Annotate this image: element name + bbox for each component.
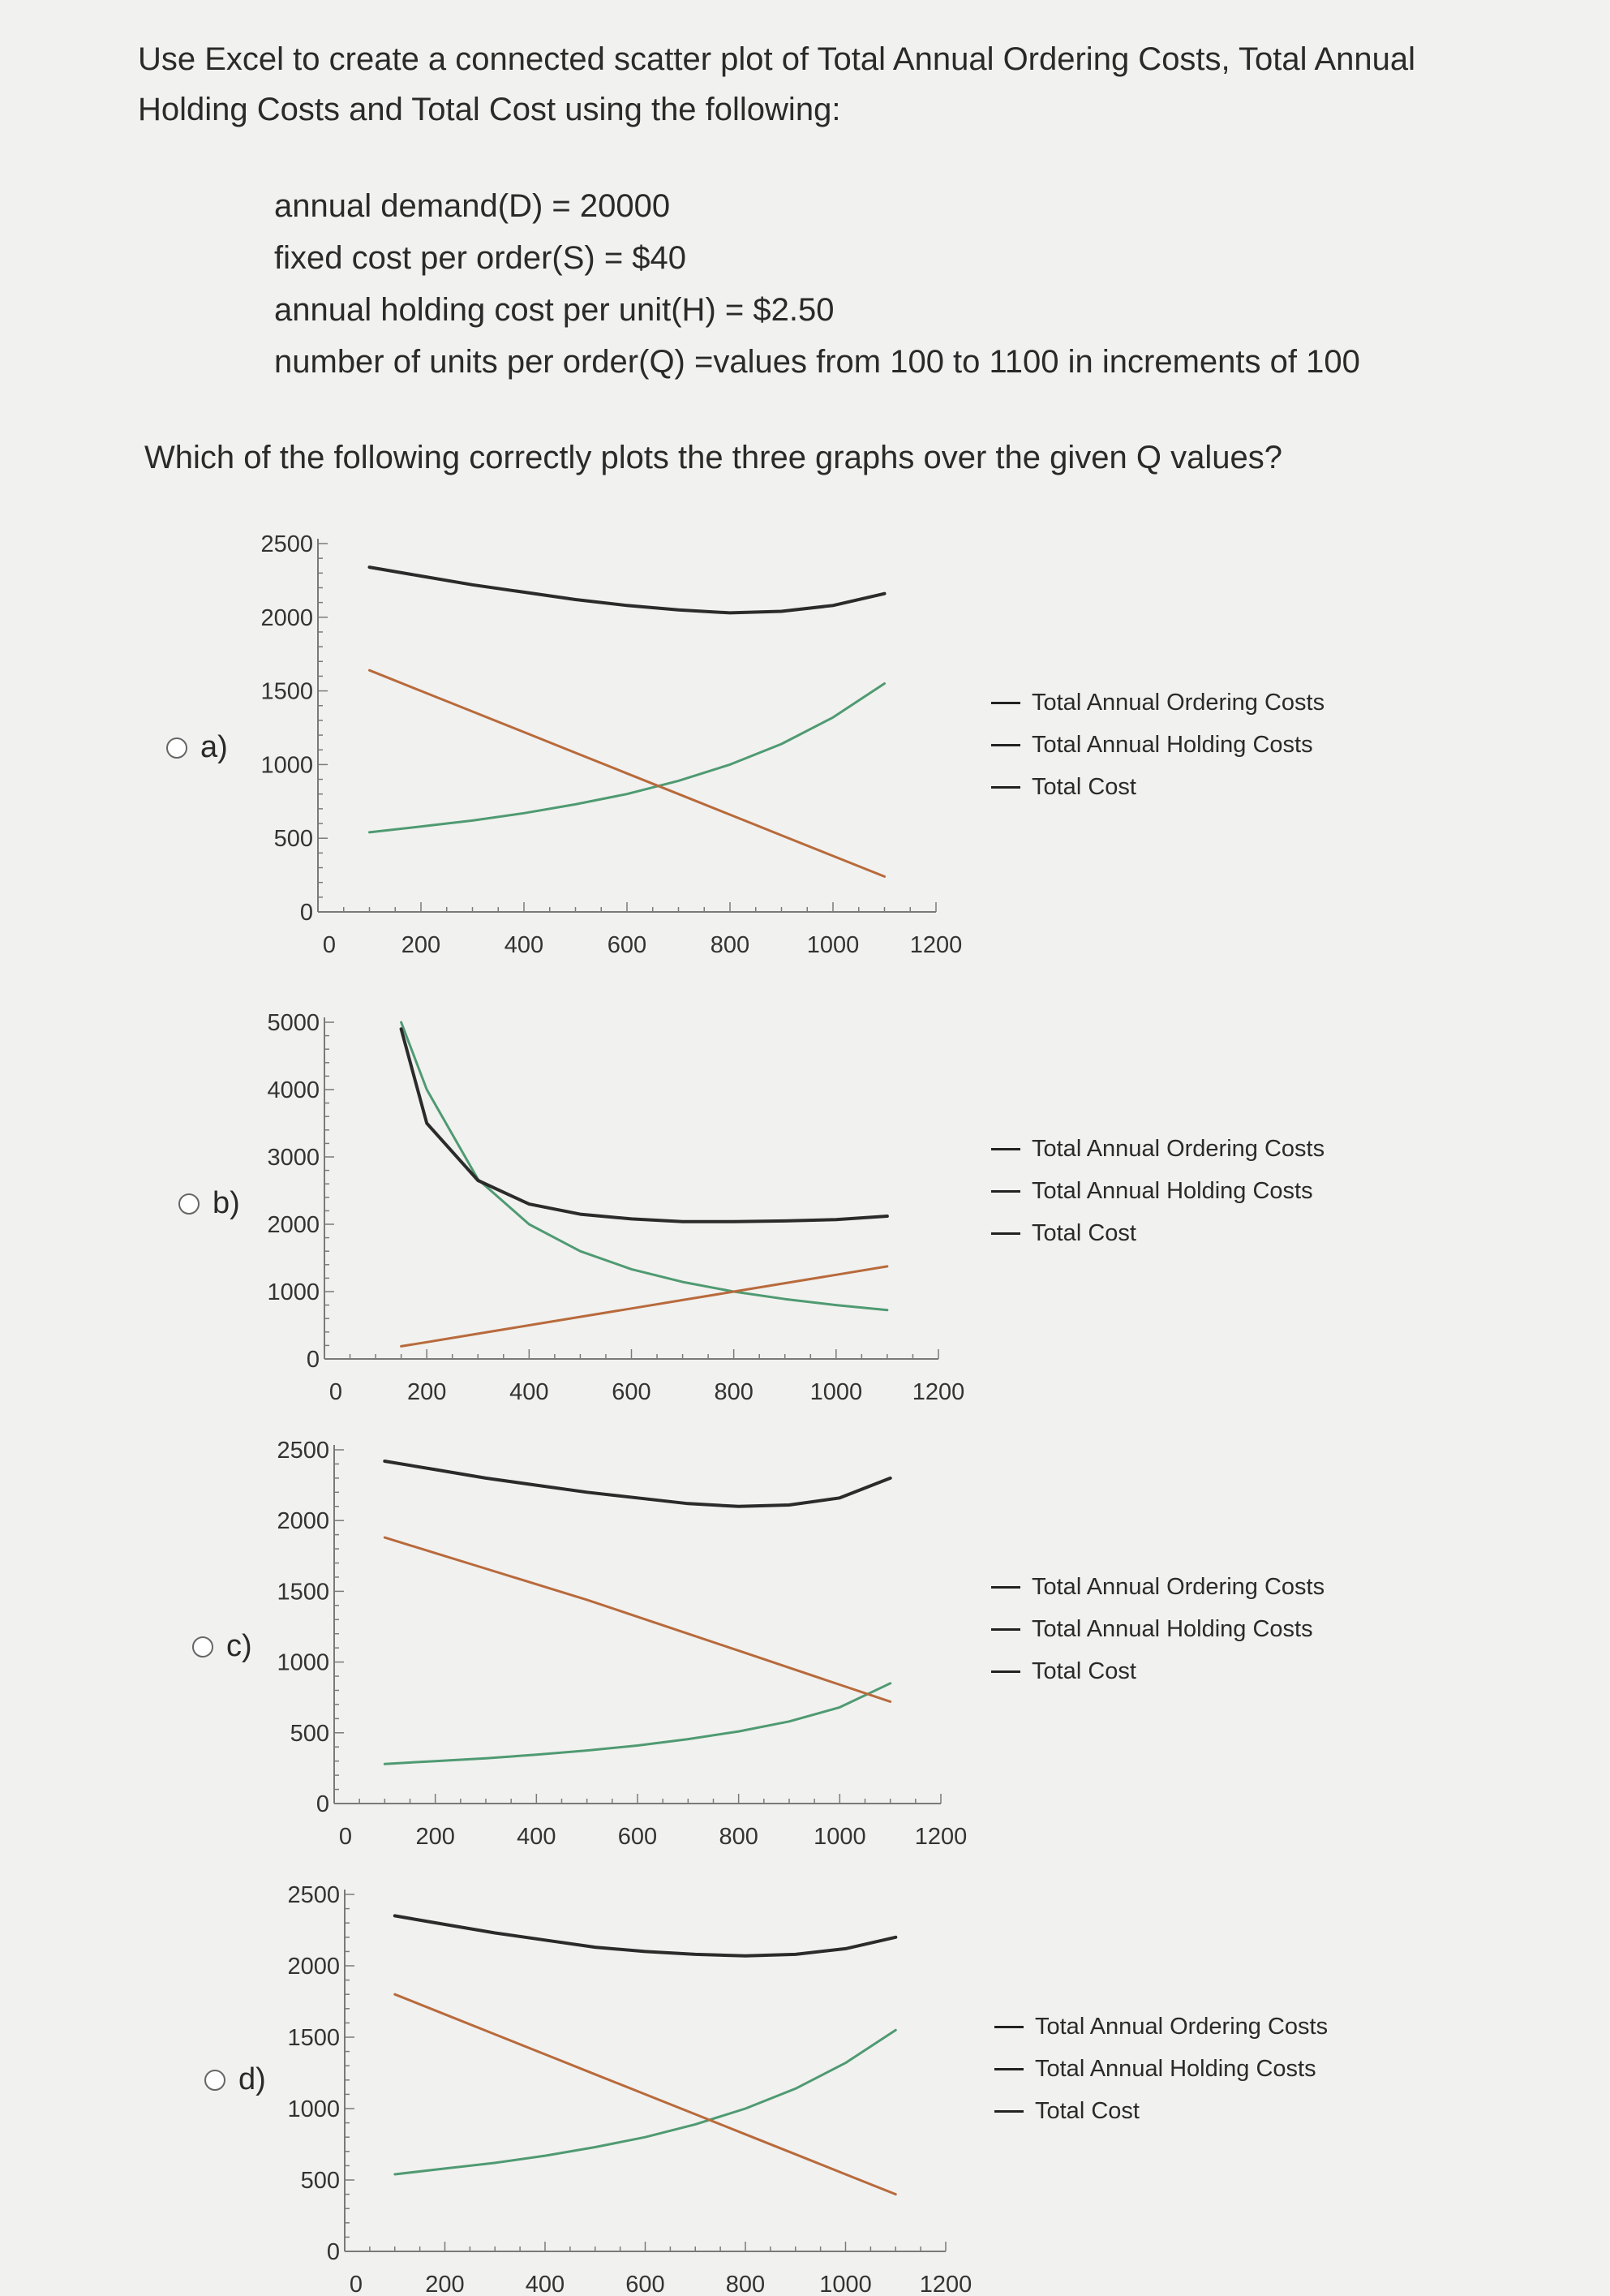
x-tick-label: 400 xyxy=(509,1379,549,1405)
option-a-legend xyxy=(991,681,1324,808)
series-orange-line xyxy=(395,1994,896,2194)
x-tick-label: 800 xyxy=(719,1824,758,1850)
x-tick-label: 600 xyxy=(617,1824,658,1850)
x-tick-label: 1200 xyxy=(914,1824,968,1850)
legend-swatch xyxy=(994,2110,1024,2113)
option-b xyxy=(0,974,1610,1412)
legend-holding: Total Annual Holding Costs xyxy=(991,1608,1324,1650)
legend-swatch xyxy=(991,1190,1020,1193)
param-holding-cost: annual holding cost per unit(H) = $2.50 xyxy=(274,292,835,328)
legend-swatch xyxy=(991,1628,1020,1631)
y-tick-label: 3000 xyxy=(267,1145,320,1171)
x-tick-label: 600 xyxy=(612,1379,651,1405)
option-a-label: a) xyxy=(200,730,228,764)
y-tick-label: 1000 xyxy=(287,2096,340,2122)
option-a-chart xyxy=(0,527,1610,965)
option-d-label: d) xyxy=(238,2062,266,2096)
series-orange-line xyxy=(370,670,885,876)
x-tick-label: 0 xyxy=(328,1379,343,1405)
legend-swatch xyxy=(991,1148,1020,1150)
legend-ordering: Total Annual Ordering Costs xyxy=(991,1566,1324,1608)
x-tick-label: 1000 xyxy=(819,2272,872,2296)
y-tick-label: 2000 xyxy=(260,604,313,631)
y-tick-label: 1500 xyxy=(287,2025,340,2051)
option-b-label: b) xyxy=(213,1186,240,1220)
question-prompt: Which of the following correctly plots the three graphs over the given Q values? xyxy=(144,440,1282,475)
legend-swatch xyxy=(994,2068,1024,2070)
series-green-line xyxy=(370,684,885,832)
option-d-legend xyxy=(994,2006,1328,2132)
x-tick-label: 1000 xyxy=(814,1824,866,1850)
x-tick-label: 1200 xyxy=(909,932,963,958)
x-tick-label: 800 xyxy=(714,1379,753,1405)
x-tick-label: 800 xyxy=(725,2272,766,2296)
option-d xyxy=(0,1858,1610,2296)
legend-holding: Total Annual Holding Costs xyxy=(994,2048,1328,2090)
legend-total: Total Cost xyxy=(994,2090,1328,2132)
legend-swatch xyxy=(991,744,1020,746)
legend-total: Total Cost xyxy=(991,766,1324,808)
parameters-block xyxy=(274,180,1360,388)
x-tick-label: 400 xyxy=(517,1824,556,1850)
x-tick-label: 0 xyxy=(338,1824,353,1850)
x-tick-label: 400 xyxy=(504,932,544,958)
series-green-line xyxy=(401,1022,887,1310)
series-orange-line xyxy=(384,1537,890,1701)
param-fixed-cost: fixed cost per order(S) = $40 xyxy=(274,240,687,276)
legend-swatch xyxy=(991,1670,1020,1673)
y-tick-label: 0 xyxy=(326,2239,340,2265)
y-tick-label: 1000 xyxy=(260,752,313,779)
x-tick-label: 200 xyxy=(415,1824,455,1850)
y-tick-label: 500 xyxy=(300,2168,340,2194)
x-tick-label: 200 xyxy=(425,2272,465,2296)
x-tick-label: 0 xyxy=(322,932,337,958)
x-tick-label: 400 xyxy=(525,2272,565,2296)
series-black-line xyxy=(395,1915,896,1955)
legend-swatch xyxy=(991,702,1020,704)
x-tick-label: 800 xyxy=(710,932,750,958)
param-demand: annual demand(D) = 20000 xyxy=(274,188,671,224)
y-tick-label: 0 xyxy=(316,1791,329,1817)
x-tick-label: 200 xyxy=(401,932,441,958)
y-tick-label: 1000 xyxy=(267,1279,320,1305)
legend-holding: Total Annual Holding Costs xyxy=(991,1170,1324,1212)
x-tick-label: 1200 xyxy=(912,1379,965,1405)
option-b-legend xyxy=(991,1128,1324,1254)
y-tick-label: 1000 xyxy=(277,1649,329,1676)
option-d-chart xyxy=(0,1858,1610,2296)
legend-ordering: Total Annual Ordering Costs xyxy=(991,681,1324,724)
option-a xyxy=(0,527,1610,965)
x-tick-label: 1000 xyxy=(809,1379,863,1405)
y-tick-label: 1500 xyxy=(260,678,313,705)
y-tick-label: 1500 xyxy=(277,1579,329,1606)
series-black-line xyxy=(401,1029,887,1221)
legend-holding: Total Annual Holding Costs xyxy=(991,724,1324,766)
x-tick-label: 0 xyxy=(349,2272,363,2296)
series-black-line xyxy=(384,1461,890,1507)
x-tick-label: 1200 xyxy=(919,2272,972,2296)
option-c xyxy=(0,1420,1610,1858)
y-tick-label: 0 xyxy=(299,900,313,926)
x-tick-label: 200 xyxy=(406,1379,447,1405)
y-tick-label: 2500 xyxy=(277,1438,329,1464)
question-intro: Use Excel to create a connected scatter plot of Total Annual Ordering Costs, Total Annual Holding Costs and Total Cost using the following: xyxy=(138,41,1415,127)
legend-total: Total Cost xyxy=(991,1650,1324,1692)
y-tick-label: 2000 xyxy=(267,1212,320,1238)
option-c-label: c) xyxy=(226,1629,252,1663)
series-green-line xyxy=(384,1683,890,1764)
y-tick-label: 2500 xyxy=(260,531,313,557)
series-black-line xyxy=(370,567,885,613)
legend-swatch xyxy=(991,1232,1020,1235)
series-orange-line xyxy=(401,1266,887,1347)
y-tick-label: 500 xyxy=(290,1720,329,1747)
y-tick-label: 2000 xyxy=(287,1954,340,1980)
y-tick-label: 500 xyxy=(273,826,313,853)
x-tick-label: 600 xyxy=(607,932,647,958)
y-tick-label: 2500 xyxy=(287,1882,340,1908)
option-c-chart xyxy=(0,1420,1610,1858)
x-tick-label: 1000 xyxy=(806,932,860,958)
y-tick-label: 4000 xyxy=(267,1077,320,1103)
y-tick-label: 0 xyxy=(306,1347,320,1373)
legend-swatch xyxy=(994,2026,1024,2028)
legend-ordering: Total Annual Ordering Costs xyxy=(991,1128,1324,1170)
x-tick-label: 600 xyxy=(625,2272,665,2296)
y-tick-label: 2000 xyxy=(277,1508,329,1535)
series-green-line xyxy=(395,2030,896,2174)
y-tick-label: 5000 xyxy=(267,1010,320,1036)
legend-swatch xyxy=(991,1586,1020,1589)
param-order-quantity: number of units per order(Q) =values from 100 to 1100 in increments of 100 xyxy=(274,344,1360,380)
option-c-legend xyxy=(991,1566,1324,1692)
legend-swatch xyxy=(991,786,1020,789)
legend-total: Total Cost xyxy=(991,1212,1324,1254)
legend-ordering: Total Annual Ordering Costs xyxy=(994,2006,1328,2048)
option-b-chart xyxy=(0,974,1610,1412)
